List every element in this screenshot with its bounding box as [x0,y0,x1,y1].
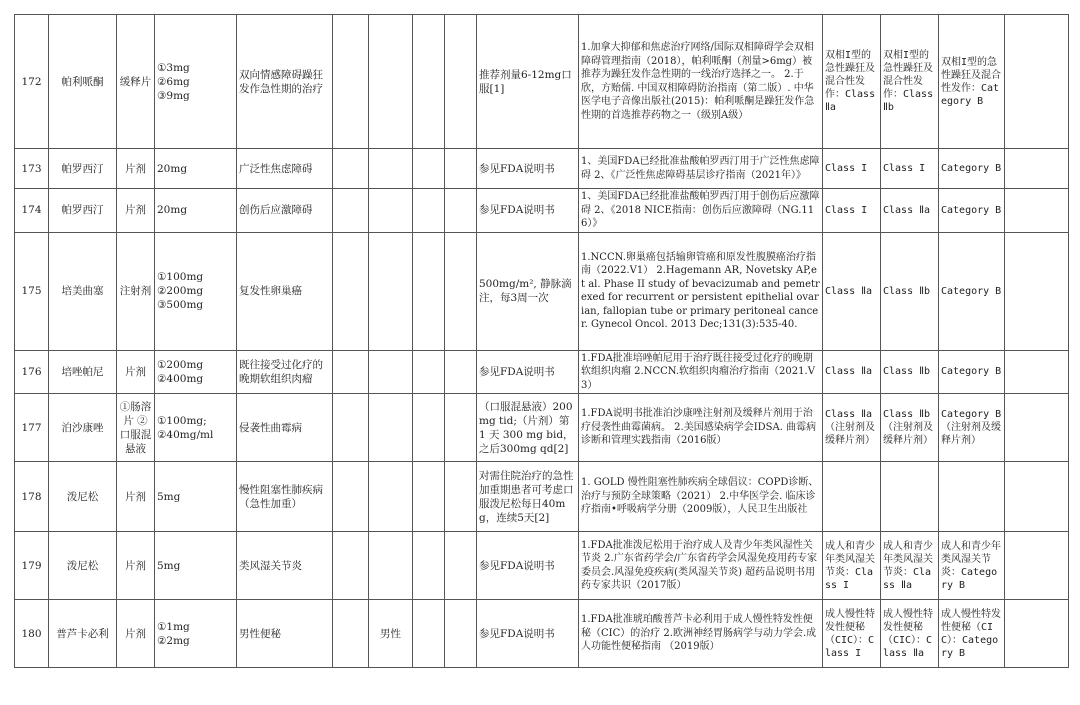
cell-evidence: 1、美国FDA已经批准盐酸帕罗西汀用于创伤后应激障碍 2、《2018 NICE指南：创伤后应激障碍（NG.116）》 [579,189,823,233]
cell-blank [333,350,369,394]
spec-line: 5mg [157,559,181,572]
cell-grade-1: 成人慢性特发性便秘（CIC）：Class I [823,600,881,668]
cell-number: 177 [15,394,49,462]
cell-number: 179 [15,532,49,600]
cell-population: 男性 [369,600,413,668]
cell-blank [413,532,445,600]
cell-blank [333,232,369,350]
cell-drug-name: 帕利哌酮 [49,15,117,149]
cell-blank [333,532,369,600]
cell-specification [155,462,237,532]
cell-specification [155,15,237,149]
cell-indication: 侵袭性曲霉病 [237,394,333,462]
cell-drug-name: 帕罗西汀 [49,149,117,189]
cell-blank [413,15,445,149]
cell-population [369,394,413,462]
cell-dosage-form: 注射剂 [117,232,155,350]
cell-dosage-form: 片剂 [117,149,155,189]
cell-dosage-form: 片剂 [117,600,155,668]
spec-line: ③500mg [157,299,204,311]
cell-dosage-form: 片剂 [117,350,155,394]
cell-population [369,462,413,532]
cell-drug-name: 普芦卡必利 [49,600,117,668]
cell-dosage-form: 片剂 [117,532,155,600]
cell-blank [445,462,477,532]
cell-grade-1: Class I [823,189,881,233]
cell-drug-name: 泊沙康唑 [49,394,117,462]
table-row [15,189,1069,233]
cell-dosage: 500mg/m², 静脉滴注，每3周一次 [477,232,579,350]
table-row [15,149,1069,189]
cell-specification [155,532,237,600]
cell-specification [155,189,237,233]
cell-grade-1: Class Ⅱa（注射剂及缓释片剂） [823,394,881,462]
cell-blank [413,350,445,394]
cell-blank [413,232,445,350]
cell-blank [1005,149,1069,189]
cell-blank [1005,532,1069,600]
cell-grade-3: 成人慢性特发性便秘（CIC）：Category B [939,600,1005,668]
cell-indication: 既往接受过化疗的晚期软组织肉瘤 [237,350,333,394]
cell-grade-2: Class Ⅱb [881,350,939,394]
spec-line: ①1mg [157,620,190,633]
spec-line: ③9mg [157,89,190,102]
cell-drug-name: 培唑帕尼 [49,350,117,394]
cell-number: 176 [15,350,49,394]
cell-blank [445,15,477,149]
table-row [15,394,1069,462]
cell-grade-1: Class Ⅱa [823,232,881,350]
cell-indication: 慢性阻塞性肺疾病（急性加重） [237,462,333,532]
cell-blank [333,15,369,149]
cell-dosage-form: 缓释片 [117,15,155,149]
cell-specification [155,394,237,462]
cell-evidence: 1.FDA批准培唑帕尼用于治疗既往接受过化疗的晚期软组织肉瘤 2.NCCN.软组织肉瘤治疗指南（2021.V3） [579,350,823,394]
cell-evidence: 1.加拿大抑郁和焦虑治疗网络/国际双相障碍学会双相障碍管理指南（2018），帕利哌酮（剂量>6mg）被推荐为躁狂发作急性期的一线治疗选择之一。 2.于欣，方贻儒. 中国双相障碍防治指南（第二版）. 中华医学电子音像出版社(2015)：帕利哌酮是躁狂发作急性期的首选推荐药物之一（级别A级） [579,15,823,149]
cell-dosage-form: 片剂 [117,189,155,233]
cell-dosage-form: 片剂 [117,462,155,532]
cell-blank [333,394,369,462]
cell-number: 173 [15,149,49,189]
spec-line: ②400mg [157,372,204,385]
spec-line: ②40mg/ml [157,428,214,441]
cell-grade-2: Class I [881,149,939,189]
cell-specification [155,350,237,394]
cell-evidence: 1.NCCN.卵巢癌包括输卵管癌和原发性腹膜癌治疗指南（2022.V1） 2.Hagemann AR, Novetsky AP,et al. Phase II study of bevacizumab and pemetrexed for recurrent or persistent epithelial ovarian, fallopian tube or primary peritoneal cancer. Gynecol Oncol. 2013 Dec;131(3):535-40. [579,232,823,350]
cell-grade-2: 成人和青少年类风湿关节炎：Class Ⅱa [881,532,939,600]
cell-blank [1005,600,1069,668]
cell-grade-3: 成人和青少年类风湿关节炎：Category B [939,532,1005,600]
cell-blank [413,189,445,233]
cell-blank [445,189,477,233]
cell-number: 178 [15,462,49,532]
cell-grade-3 [939,462,1005,532]
cell-blank [413,394,445,462]
cell-dosage: 参见FDA说明书 [477,149,579,189]
cell-grade-1 [823,462,881,532]
cell-grade-3: Category B [939,189,1005,233]
cell-evidence: 1、美国FDA已经批准盐酸帕罗西汀用于广泛性焦虑障碍 2、《广泛性焦虑障碍基层诊疗指南（2021年）》 [579,149,823,189]
table-row [15,15,1069,149]
cell-indication: 复发性卵巢癌 [237,232,333,350]
cell-indication: 男性便秘 [237,600,333,668]
cell-dosage-form: ①肠溶片 ②口服混悬液 [117,394,155,462]
spec-line: ①100mg; [157,414,207,427]
cell-blank [445,149,477,189]
table-row [15,600,1069,668]
cell-evidence: 1.FDA批准泼尼松用于治疗成人及青少年类风湿性关节炎 2.广东省药学会/广东省药学会风湿免疫用药专家委员会.风湿免疫疾病(类风湿关节炎) 超药品说明书用药专家共识（2017版） [579,532,823,600]
spec-line: ①3mg [157,61,190,74]
cell-blank [1005,232,1069,350]
cell-blank [445,600,477,668]
cell-grade-3: Category B（注射剂及缓释片剂） [939,394,1005,462]
cell-grade-2 [881,462,939,532]
cell-grade-2: Class Ⅱa [881,189,939,233]
cell-blank [1005,394,1069,462]
table-row [15,232,1069,350]
cell-number: 172 [15,15,49,149]
cell-grade-2: Class Ⅱb [881,232,939,350]
cell-blank [1005,350,1069,394]
cell-blank [333,462,369,532]
cell-evidence: 1.FDA说明书批准泊沙康唑注射剂及缓释片剂用于治疗侵袭性曲霉菌病。 2.美国感染病学会IDSA. 曲霉病诊断和管理实践指南（2016版） [579,394,823,462]
cell-drug-name: 泼尼松 [49,462,117,532]
cell-blank [445,232,477,350]
cell-dosage: 参见FDA说明书 [477,350,579,394]
cell-blank [1005,462,1069,532]
cell-evidence: 1. GOLD 慢性阻塞性肺疾病全球倡议：COPD诊断、治疗与预防全球策略（2021） 2.中华医学会. 临床诊疗指南•呼吸病学分册（2009版），人民卫生出版社 [579,462,823,532]
cell-population [369,15,413,149]
cell-dosage: 对需住院治疗的急性加重期患者可考虑口服泼尼松每日40mg，连续5天[2] [477,462,579,532]
cell-blank [333,600,369,668]
cell-grade-1: 成人和青少年类风湿关节炎：Class I [823,532,881,600]
cell-grade-1: Class I [823,149,881,189]
cell-dosage: 参见FDA说明书 [477,600,579,668]
cell-dosage: 推荐剂量6-12mg口服[1] [477,15,579,149]
table-row [15,350,1069,394]
cell-blank [445,350,477,394]
spec-line: 20mg [157,204,188,217]
cell-indication: 双向情感障碍躁狂发作急性期的治疗 [237,15,333,149]
cell-population [369,532,413,600]
cell-population [369,189,413,233]
cell-indication: 广泛性焦虑障碍 [237,149,333,189]
spec-line: ①100mg [157,271,204,283]
cell-blank [333,189,369,233]
cell-grade-2: 双相I型的急性躁狂及混合性发作：Class Ⅱb [881,15,939,149]
cell-blank [445,532,477,600]
cell-drug-name: 帕罗西汀 [49,189,117,233]
cell-dosage: （口服混悬液）200 mg tid;（片剂）第 1 天 300 mg bid，之后300mg qd[2] [477,394,579,462]
cell-blank [445,394,477,462]
cell-number: 174 [15,189,49,233]
cell-population [369,350,413,394]
cell-blank [1005,15,1069,149]
cell-population [369,232,413,350]
cell-blank [413,462,445,532]
cell-grade-3: 双相I型的急性躁狂及混合性发作：Category B [939,15,1005,149]
spec-line: 5mg [157,490,181,503]
cell-grade-3: Category B [939,350,1005,394]
spec-line: ①200mg [157,358,204,371]
cell-drug-name: 泼尼松 [49,532,117,600]
cell-grade-3: Category B [939,232,1005,350]
cell-dosage: 参见FDA说明书 [477,189,579,233]
cell-dosage: 参见FDA说明书 [477,532,579,600]
table-row [15,532,1069,600]
cell-indication: 类风湿关节炎 [237,532,333,600]
drug-table [14,14,1069,668]
cell-blank [413,600,445,668]
spec-line: ②6mg [157,75,190,88]
cell-evidence: 1.FDA批准琥珀酸普芦卡必利用于成人慢性特发性便秘（CIC）的治疗 2.欧洲神经胃肠病学与动力学会.成人功能性便秘指南 （2019版） [579,600,823,668]
cell-indication: 创伤后应激障碍 [237,189,333,233]
cell-grade-2: Class Ⅱb（注射剂及缓释片剂） [881,394,939,462]
cell-blank [1005,189,1069,233]
cell-grade-1: Class Ⅱa [823,350,881,394]
cell-grade-2: 成人慢性特发性便秘（CIC）：Class Ⅱa [881,600,939,668]
cell-number: 175 [15,232,49,350]
cell-grade-1: 双相I型的急性躁狂及混合性发作：Class Ⅱa [823,15,881,149]
cell-blank [333,149,369,189]
cell-number: 180 [15,600,49,668]
spec-line: ②200mg [157,285,204,297]
table-row [15,462,1069,532]
spec-line: 20mg [157,162,188,175]
cell-blank [413,149,445,189]
cell-grade-3: Category B [939,149,1005,189]
cell-specification [155,149,237,189]
cell-drug-name: 培美曲塞 [49,232,117,350]
cell-specification [155,232,237,350]
spec-line: ②2mg [157,634,190,647]
cell-population [369,149,413,189]
cell-specification [155,600,237,668]
